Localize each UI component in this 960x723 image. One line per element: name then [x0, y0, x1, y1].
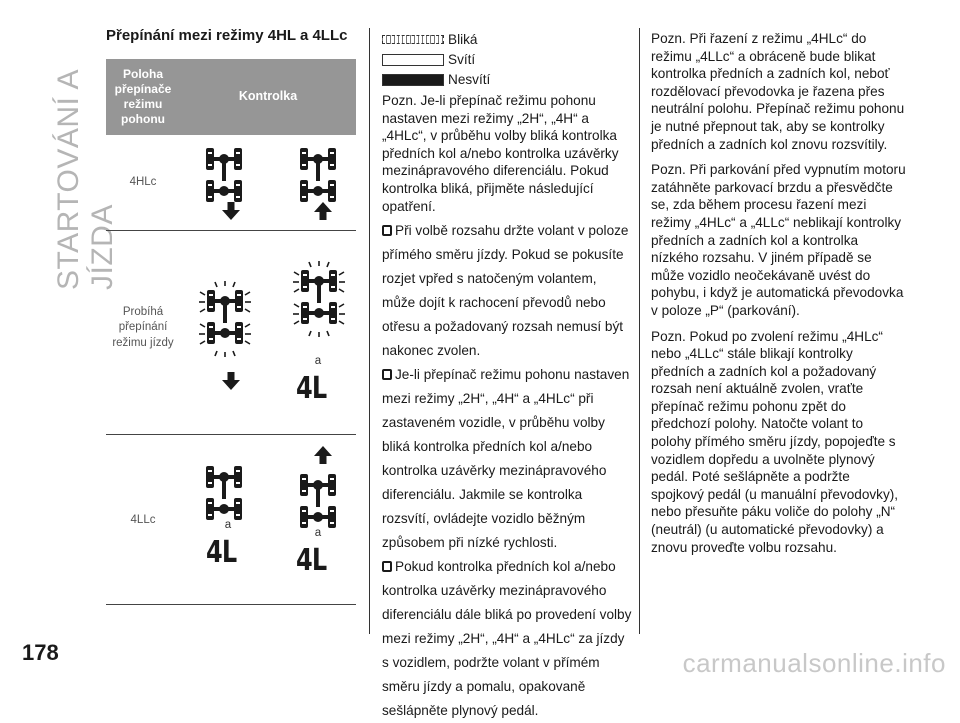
paragraph: Pozn. Je-li přepínač režimu pohonu nastaven mezi režimy „2H“, „4H“ a „4HLc“, v průběhu volby bliká kontrolka předních kol a/nebo kontrolka uzávěrky mezinápravového diferenciálu. Pokud kontrolka bliká, přijměte následující opatření. — [382, 93, 619, 214]
legend-on — [382, 50, 632, 69]
blink-swatch-icon — [382, 35, 444, 44]
note-text: Pokud kontrolka předních kol a/nebo kontrolka uzávěrky mezinápravového diferenciálu dále bliká po provedení volby mezi režimy „2H“, „4H“ a „4HLc“ za jízdy s vozidlem, podržte volant v přímém směru jízdy a pomalu, opakovaně sešlápněte plynový pedál. — [382, 559, 632, 719]
note-text: Je-li přepínač režimu pohonu nastaven mezi režimy „2H“, „4H“ a „4HLc“ při zastaveném vozidle, v průběhu volby bliká kontrolka předních kol a/nebo kontrolka uzávěrky mezinápravového diferenciálu. Jakmile se kontrolka rozsvítí, ovládejte vozidlo běžným způsobem při nízké rychlosti. — [382, 367, 630, 551]
note-paragraph — [382, 219, 632, 363]
row-label-4llc: 4LLc — [130, 513, 156, 526]
on-swatch-icon — [382, 54, 444, 66]
low-range-4l-indicator: 4L — [296, 370, 327, 406]
table-header-indicator: Kontrolka — [238, 88, 298, 103]
arrow-up-icon — [313, 445, 333, 470]
row-connector-text: a — [314, 526, 322, 539]
legend-on-label: Svítí — [448, 51, 476, 67]
arrow-up-icon — [313, 201, 333, 226]
text-column-2 — [382, 30, 632, 723]
table-header — [106, 59, 356, 135]
note-paragraph — [382, 555, 632, 723]
row-connector-text: a — [224, 518, 232, 531]
row-label-4hlc: 4HLc — [129, 175, 157, 188]
note-bullet-icon — [382, 225, 392, 236]
paragraph: Pozn. Pokud po zvolení režimu „4HLc“ nebo „4LLc“ stále blikají kontrolky předních a zadních kol a požadovaný rozsah není aktuálně zvolen, vraťte přepínač režimu pohonu zpět do předchozí polohy. Natočte volant to polohy přímého směru jízdy, popojeďte s vozidlem dopředu a uvolněte plynový pedál. Poté sešlápněte a podržte spojkový pedál (u manuální převodovky), nebo přesuňte páku voliče do polohy „N“ (neutrál) (u automatické převodovky) a znovu proveďte volbu rozsahu. — [651, 328, 899, 555]
watermark-text: carmanualsonline.info — [682, 648, 946, 678]
low-range-4l-indicator: 4L — [206, 534, 237, 570]
legend-blink — [382, 30, 632, 49]
arrow-down-icon — [221, 371, 241, 396]
row-connector-text: a — [314, 354, 322, 367]
legend-off — [382, 70, 632, 89]
note-text: Při volbě rozsahu držte volant v poloze přímého směru jízdy. Pokud se pokusíte rozjet vpřed s natočeným volantem, může dojít k rachocení převodů nebo otřesu a požadovaný rozsah nemusí být nakonec zvolen. — [382, 223, 629, 359]
table-header-position: Poloha přepínače režimu pohonu — [114, 66, 172, 126]
low-range-4l-indicator: 4L — [296, 542, 327, 578]
arrow-down-icon — [221, 201, 241, 226]
table-row-switching — [106, 231, 356, 435]
chapter-side-title: STARTOVÁNÍ A JÍZDA — [52, 70, 119, 290]
off-swatch-icon — [382, 74, 444, 86]
legend-off-label: Nesvítí — [448, 71, 491, 87]
note-paragraph — [382, 363, 632, 555]
paragraph: Pozn. Při parkování před vypnutím motoru zatáhněte parkovací brzdu a přesvědčte se, zda během procesu řazení mezi režimy „4HLc“ a „4LLc“ neblikají kontrolky předních a zadních kol a kontrolka nízkého rozsahu. V jiném případě se může vozidlo neočekávaně uvést do pohybu, i když je automatická převodovka v poloze „P“ (parkování). — [651, 162, 906, 318]
note-bullet-icon — [382, 561, 392, 572]
paragraph: Pozn. Při řazení z režimu „4HLc“ do režimu „4LLc“ a obráceně bude blikat kontrolka předních a zadních kol, neboť rozdělovací převodovka je řazena přes neutrální polohu. Přepínač režimu pohonu je nutné přepnout tak, aby se kontrolky předních a zadních kol znovu rozsvítily. — [651, 31, 905, 152]
legend-blink-label: Bliká — [448, 31, 478, 47]
row-label-switching: Probíhá přepínání režimu jízdy — [112, 305, 174, 349]
column-divider — [639, 28, 640, 634]
drive-mode-table-column — [106, 28, 356, 605]
four-wheel-drive-blinking-icon — [199, 281, 251, 362]
page-number: 178 — [22, 640, 59, 665]
note-bullet-icon — [382, 369, 392, 380]
text-column-3 — [651, 30, 906, 560]
column-divider — [369, 28, 370, 634]
four-wheel-drive-blinking-icon — [293, 261, 345, 342]
table-row-4llc — [106, 435, 356, 605]
table-row-4hlc — [106, 135, 356, 231]
section-title: Přepínání mezi režimy 4HL a 4LLc — [106, 27, 348, 44]
